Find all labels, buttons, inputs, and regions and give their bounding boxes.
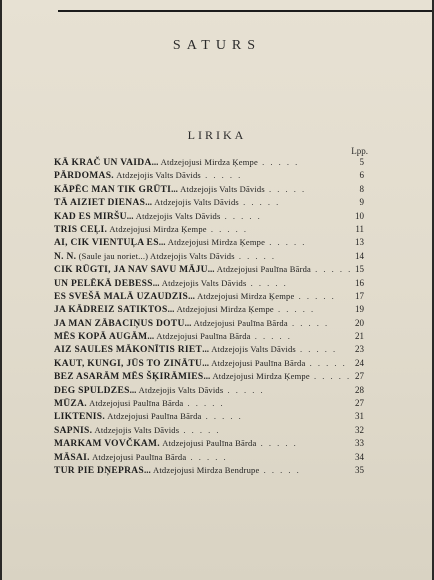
toc-entry: [54, 424, 364, 437]
toc-entry-leader: . . . . .: [186, 451, 228, 462]
toc-entry-title: TĀ AIZIET DIENAS: [54, 198, 146, 209]
toc-entry-title: TRIS CEĻI.: [54, 224, 108, 235]
toc-entry-author: Atdzejojusi Mirdza Bendrupe: [153, 464, 260, 475]
toc-entry: [54, 250, 364, 263]
toc-entry-title: DEG SPULDZES: [54, 385, 130, 396]
toc-entry-author: Atdzejojis Valts Dāvids: [161, 277, 247, 288]
toc-entry-separator: ...: [188, 290, 198, 301]
toc-entry-separator: ...: [207, 264, 217, 275]
toc-entry-author: (Saule jau noriet...) Atdzejojis Valts Dāvids: [78, 250, 235, 261]
toc-entry-leader: . . . . .: [287, 317, 330, 328]
toc-entry-title: JA KĀDREIZ SATIKTOS: [54, 305, 168, 316]
toc-entry-leader: . . . . .: [294, 290, 336, 301]
toc-entry-page: 17: [355, 290, 364, 301]
toc-entry-page: 6: [359, 170, 364, 181]
toc-entry-author: Atdzejojis Valts Dāvids: [154, 197, 239, 208]
toc-entry-page: 28: [355, 384, 364, 395]
toc-entry-author: Atdzejojusi Paulīna Bārda: [193, 317, 288, 328]
toc-entry-title: N. N.: [54, 251, 77, 262]
toc-entry-separator: ...: [167, 304, 177, 315]
toc-entry-title: PĀRDOMAS.: [54, 171, 114, 182]
toc-entry: [54, 196, 364, 209]
toc-entry-title: JA MAN ZĀBACIŅUS DOTU: [54, 318, 185, 329]
toc-entry-leader: . . . . .: [223, 384, 265, 395]
toc-entry-author: Atdzejojis Valts Dāvids: [135, 210, 221, 221]
toc-entry: [54, 343, 364, 356]
toc-entry-leader: . . . . .: [238, 197, 281, 208]
toc-entry-leader: . . . . .: [220, 210, 262, 221]
toc-entry-author: Atdzejojis Valts Dāvids: [94, 424, 180, 435]
toc-entry-page: 10: [355, 210, 364, 221]
toc-entry-title: LIKTENIS.: [54, 412, 106, 423]
toc-entry: [54, 210, 364, 223]
toc-entry: [54, 290, 364, 303]
toc-entry-page: 15: [355, 264, 364, 275]
toc-entry: [54, 169, 364, 182]
toc-entry: [54, 437, 364, 450]
toc-entry-title: BEZ ASARĀM MĒS ŠĶIRĀMIES: [54, 372, 204, 383]
toc-entry-page: 32: [355, 424, 364, 435]
toc-entry-separator: ...: [145, 197, 155, 208]
toc-entry-leader: . . . . .: [265, 237, 307, 248]
toc-entry-page: 21: [355, 331, 364, 342]
toc-entry-title: AIZ SAULES MĀKONĪTIS RIET: [54, 345, 203, 356]
toc-entry-page: 5: [359, 157, 364, 167]
toc-entry-leader: . . . . .: [250, 331, 292, 342]
toc-entry-author: Atdzejojusi Mirdza Ķempe: [160, 157, 258, 167]
toc-entry: [54, 303, 364, 316]
toc-entry-page: 27: [355, 371, 364, 382]
toc-entry-title: MŪZA.: [54, 399, 87, 410]
toc-entry-title: MĀSAI.: [54, 452, 90, 463]
toc-entry: [54, 464, 364, 477]
toc-entry-author: Atdzejojusi Mirdza Ķempe: [176, 304, 274, 315]
toc-entry-title: KAUT, KUNGI, JŪS TO ZINĀTU: [54, 358, 203, 369]
toc-entry-author: Atdzejojusi Paulīna Bārda: [216, 264, 312, 275]
toc-entry-leader: . . . . .: [273, 304, 316, 315]
toc-entry-author: Atdzejojis Valts Dāvids: [211, 344, 296, 355]
toc-entry-leader: . . . . .: [264, 183, 307, 194]
toc-entry-leader: . . . . .: [206, 223, 249, 234]
toc-entry-title: KĀ KRAČ UN VAIDA: [54, 158, 152, 168]
toc-entry-page: 24: [355, 357, 364, 368]
toc-entry-leader: . . . . .: [234, 250, 277, 261]
page-column-header: Lpp.: [351, 146, 368, 156]
toc-entry-page: 31: [355, 411, 364, 422]
toc-entry: [54, 397, 364, 410]
toc-entry: [54, 277, 364, 290]
toc-entry-leader: . . . . .: [256, 438, 298, 449]
page-title: SATURS: [172, 38, 262, 53]
toc-entry-author: Atdzejojusi Paulīna Bārda: [211, 357, 306, 368]
toc-entry-author: Atdzejojusi Paulīna Bārda: [107, 411, 202, 422]
toc-entry-author: Atdzejojusi Mirdza Ķempe: [109, 223, 207, 234]
toc-entry-author: Atdzejojusi Paulīna Bārda: [92, 451, 187, 462]
toc-entry-separator: ...: [129, 384, 139, 395]
toc-entry-separator: ...: [171, 183, 181, 194]
toc-entry-author: Atdzejojusi Mirdza Ķempe: [212, 371, 310, 382]
toc-entry: [54, 223, 364, 236]
toc-entry-author: Atdzejojusi Paulīna Bārda: [156, 331, 251, 342]
toc-entry-page: 19: [355, 304, 364, 315]
toc-entry-title: MARKAM VOVČKAM.: [54, 439, 160, 450]
toc-entry: [54, 384, 364, 397]
toc-entry: [54, 330, 364, 343]
toc-entry-page: 8: [359, 183, 364, 194]
toc-entry-title: KĀPĒC MAN TIK GRŪTI: [54, 184, 172, 195]
top-rule: [58, 10, 432, 12]
toc-entry-separator: ...: [147, 331, 157, 342]
toc-entry-title: MĒS KOPĀ AUGĀM: [54, 332, 148, 343]
toc-entry-leader: . . . . .: [183, 398, 225, 409]
toc-entry-page: 34: [355, 451, 364, 462]
toc-entry-page: 13: [355, 237, 364, 248]
section-heading: LIRIKA: [187, 128, 247, 142]
toc-entry-author: Atdzejojusi Mirdza Ķempe: [167, 237, 266, 248]
toc-entry-leader: . . . . .: [311, 264, 353, 275]
toc-entry-page: 11: [355, 223, 364, 234]
toc-entry: [54, 451, 364, 464]
toc-entry-leader: . . . . .: [305, 357, 347, 368]
toc-entry: [54, 370, 364, 383]
toc-entry-title: TUR PIE DŅEPRAS: [54, 465, 145, 476]
toc-entry-author: Atdzejojis Valts Dāvids: [116, 170, 201, 181]
toc-entry-page: 23: [355, 344, 364, 355]
toc-entry-page: 9: [359, 197, 364, 208]
toc-entry-author: Atdzejojusi Paulīna Bārda: [162, 438, 257, 449]
toc-entry-separator: ...: [203, 371, 213, 382]
toc-entry: [54, 263, 364, 276]
toc-entry-page: 20: [355, 317, 364, 328]
toc-entry-separator: ...: [152, 277, 162, 288]
toc-entry-separator: ...: [202, 344, 212, 355]
toc-entry-page: 27: [355, 398, 364, 409]
toc-entry-leader: . . . . .: [200, 170, 243, 181]
toc-entry-author: Atdzejojis Valts Dāvids: [138, 384, 224, 395]
toc-entry-leader: . . . . .: [309, 371, 352, 382]
toc-entry-leader: . . . . .: [201, 411, 243, 422]
toc-entry-page: 16: [355, 277, 364, 288]
toc-entry: [54, 236, 364, 249]
toc-entry: [54, 183, 364, 196]
toc-entry-separator: ...: [126, 210, 136, 221]
toc-entry: [54, 410, 364, 423]
toc-entry-page: 33: [355, 438, 364, 449]
table-of-contents: [54, 156, 364, 477]
toc-entry-title: ES SVEŠĀ MALĀ UZAUDZIS: [54, 291, 189, 302]
toc-entry-page: 35: [355, 464, 364, 475]
toc-entry-title: KAD ES MIRŠU: [54, 211, 127, 222]
toc-entry-leader: . . . . .: [259, 464, 301, 475]
toc-entry: [54, 156, 364, 169]
toc-entry-title: AI, CIK VIENTUĻA ES: [54, 238, 159, 249]
toc-entry-leader: . . . . .: [257, 157, 300, 167]
toc-entry-leader: . . . . .: [179, 424, 221, 435]
toc-entry-page: 14: [355, 250, 364, 261]
toc-entry-separator: ...: [184, 317, 194, 328]
toc-entry-separator: ...: [151, 157, 161, 167]
book-page: [2, 0, 432, 580]
toc-entry-author: Atdzejojusi Paulīna Bārda: [89, 398, 184, 409]
toc-entry-author: Atdzejojusi Mirdza Ķempe: [197, 290, 295, 301]
toc-entry-separator: ...: [158, 237, 168, 248]
toc-entry: [54, 357, 364, 370]
toc-entry-author: Atdzejojis Valts Dāvids: [180, 183, 265, 194]
toc-entry-title: UN PELĒKĀ DEBESS: [54, 278, 153, 289]
toc-entry-title: CIK RŪGTI, JA NAV SAVU MĀJU: [54, 265, 208, 276]
toc-entry-leader: . . . . .: [246, 277, 288, 288]
toc-entry-title: SAPNIS.: [54, 425, 93, 436]
toc-entry-separator: ...: [202, 357, 212, 368]
toc-entry-leader: . . . . .: [295, 344, 338, 355]
toc-entry: [54, 317, 364, 330]
toc-entry-separator: ...: [144, 464, 154, 475]
